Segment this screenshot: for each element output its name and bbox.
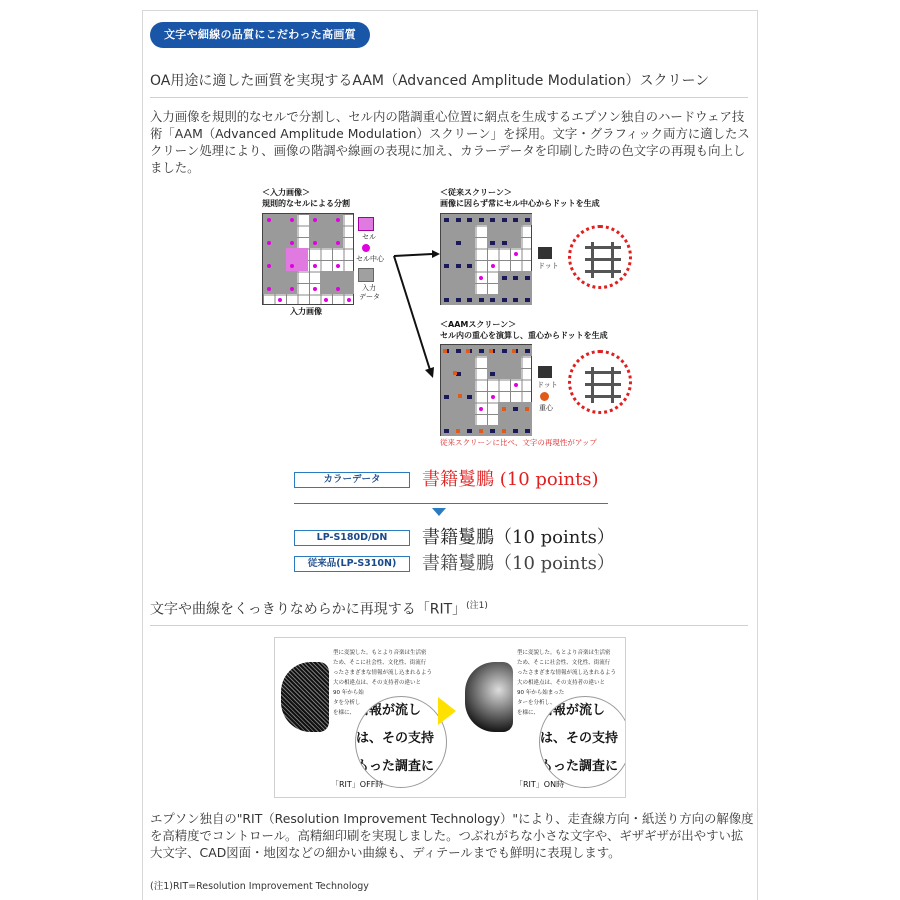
- conventional-dot-label: ドット: [538, 262, 559, 270]
- flow-arrows: [390, 240, 440, 380]
- rit-off-caption: 「RIT」OFF時: [331, 780, 384, 789]
- legend-cell-label: セル: [362, 233, 376, 241]
- rit-heading-note: (注1): [466, 601, 488, 611]
- aam-dot-label: ドット: [537, 381, 558, 389]
- aam-subtitle: セル内の重心を演算し、重心からドットを生成: [440, 331, 608, 340]
- input-grid: [262, 213, 354, 305]
- legend-cell-swatch: [358, 217, 374, 231]
- rit-off-text: 型に変貌した。もとより音楽は生活密 ため、そこに社会性、文化性、街流行 ったさまざまな情報が流し込まれるよう 大の相違点は、その支持者の違いと 90 年から始 タを分析し を様に、: [333, 650, 433, 716]
- rit-off-magnifier: 情報が流し は、その支持 もった調査に: [355, 696, 447, 788]
- conventional-grid: [440, 213, 532, 305]
- input-image-subtitle: 規則的なセルによる分割: [262, 199, 350, 208]
- rit-on-caption: 「RIT」ON時: [515, 780, 565, 789]
- conventional-subtitle: 画像に因らず常にセル中心からドットを生成: [440, 199, 600, 208]
- rit-on-shape: [465, 662, 513, 732]
- compare-label-old: 従来品(LP-S310N): [294, 556, 410, 572]
- rit-on-magnifier: 情報が流し は、その支持 もった調査に: [539, 696, 626, 788]
- conventional-title: ＜従来スクリーン＞: [440, 188, 512, 197]
- rit-heading: [150, 598, 488, 619]
- legend-data-label-1: 入力: [362, 284, 376, 292]
- aam-zoom-circle: [568, 350, 632, 414]
- compare-down-arrow: [432, 508, 446, 516]
- legend-center-label: セル中心: [356, 255, 384, 263]
- input-image-caption: 入力画像: [290, 307, 322, 316]
- aam-centroid-label: 重心: [539, 404, 553, 412]
- rit-arrow-icon: [438, 697, 456, 725]
- aam-title: ＜AAMスクリーン＞: [440, 320, 517, 329]
- rit-on-text: 型に変貌した。もとより音楽は生活密 ため、そこに社会性、文化性、街流行 ったさまざまな情報が流し込まれるよう 大の相違点は、その支持者の違いと 90 年から始まった ターを分析し、 を様に、: [517, 650, 617, 716]
- rit-off-shape: [281, 662, 329, 732]
- divider-1: [150, 97, 748, 98]
- section-badge: 文字や細線の品質にこだわった高画質: [150, 22, 370, 48]
- aam-paragraph: 入力画像を規則的なセルで分割し、セル内の階調重心位置に網点を生成するエプソン独自のハードウェア技術「AAM（Advanced Amplitude Modulation）スクリーン」を採用。文字・グラフィック両方に適したスクリーン処理により、画像の階調や線画の表現に加え、カラーデータを印刷した時の色文字の再現も向上しました。: [150, 109, 750, 175]
- aam-centroid-dot: [540, 392, 549, 401]
- conventional-zoom-circle: [568, 225, 632, 289]
- aam-improvement-note: 従来スクリーンに比べ、文字の再現性がアップ: [440, 438, 597, 447]
- compare-sample-color: 書籍鬘鵬 (10 points): [422, 469, 599, 490]
- input-image-title: ＜入力画像＞: [262, 188, 310, 197]
- rit-heading-text: 文字や曲線をくっきりなめらかに再現する「RIT」: [150, 601, 467, 618]
- aam-grid: [440, 344, 532, 436]
- divider-2: [150, 625, 748, 626]
- legend-data-swatch: [358, 268, 374, 282]
- footnote: (注1)RIT=Resolution Improvement Technology: [150, 881, 369, 892]
- compare-sample-old: 書籍鬘鵬（10 points）: [422, 553, 615, 574]
- rit-paragraph: エプソン独自の"RIT（Resolution Improvement Technology）"により、走査線方向・紙送り方向の解像度を高精度でコントロール。高精細印刷を実現しました。つぶれがちな小さな文字や、ギザギザが出やすい拡大文字、CAD図面・地図などの細かい曲線も、ディテールまでも鮮明に表現します。: [150, 811, 754, 860]
- compare-sample-new: 書籍鬘鵬（10 points）: [422, 527, 615, 548]
- conventional-dot-swatch: [538, 247, 552, 259]
- legend-data-label-2: データ: [359, 293, 380, 301]
- aam-heading: OA用途に適した画質を実現するAAM（Advanced Amplitude Modulation）スクリーン: [150, 73, 710, 89]
- aam-dot-swatch: [538, 366, 552, 378]
- compare-label-new: LP-S180D/DN: [294, 530, 410, 546]
- compare-divider: [294, 503, 608, 504]
- legend-center-dot: [362, 244, 370, 252]
- compare-label-color: カラーデータ: [294, 472, 410, 488]
